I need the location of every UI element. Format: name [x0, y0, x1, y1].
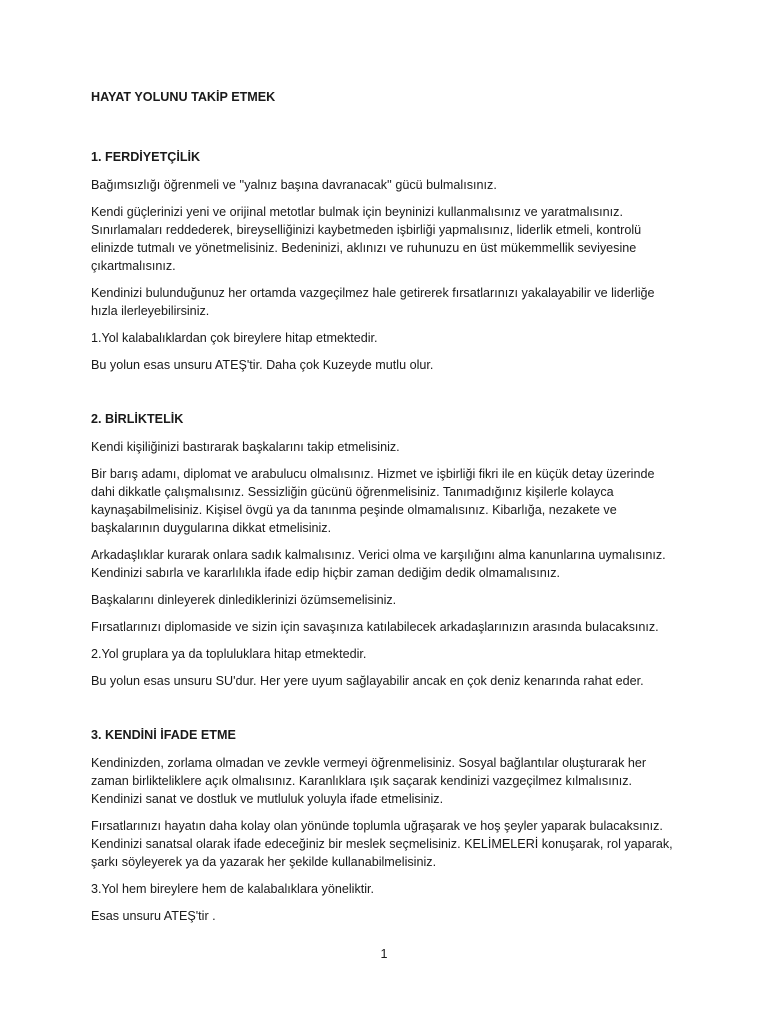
- section-heading: 2. BİRLİKTELİK: [91, 412, 184, 426]
- paragraph: 3.Yol hem bireylere hem de kalabalıklara yöneliktir.: [91, 882, 375, 896]
- paragraph: Kendinizden, zorlama olmadan ve zevkle vermeyi öğrenmelisiniz. Sosyal bağlantılar oluşturarak her zaman birlikteliklere açık olmalısınız. Karanlıklara ışık saçarak kendinizi vazgeçilmez kılmalısınız. Kendinizi sanat ve dostluk ve mutluluk yoluyla ifade etmelisiniz.: [91, 756, 647, 806]
- paragraph: Bu yolun esas unsuru SU'dur. Her yere uyum sağlayabilir ancak en çok deniz kenarında rahat eder.: [91, 674, 644, 688]
- paragraph: Esas unsuru ATEŞ'tir .: [91, 909, 216, 923]
- section-birliktelik: [91, 410, 681, 690]
- paragraph: Kendi kişiliğinizi bastırarak başkalarını takip etmelisiniz.: [91, 440, 400, 454]
- document-title: HAYAT YOLUNU TAKİP ETMEK: [91, 90, 276, 104]
- paragraph: 1.Yol kalabalıklardan çok bireylere hitap etmektedir.: [91, 331, 378, 345]
- paragraph: Başkalarını dinleyerek dinlediklerinizi özümsemelisiniz.: [91, 593, 397, 607]
- paragraph: Bir barış adamı, diplomat ve arabulucu olmalısınız. Hizmet ve işbirliği fikri ile en küçük detay üzerinde dahi dikkatle çalışmalısınız. Sessizliğin gücünü öğrenmelisiniz. Tanımadığınız kişilerle kolayca kaynaşabilmelisiniz. Kişisel övgü ya da tanınma peşinde olmamalısınız. Kibarlığa, nezakete ve başkalarının duygularına dikkat etmelisiniz.: [91, 467, 655, 535]
- paragraph: Arkadaşlıklar kurarak onlara sadık kalmalısınız. Verici olma ve karşılığını alma kanunlarına uymalısınız. Kendinizi sabırla ve kararlılıkla ifade edip hiçbir zaman dediğim dedik olmamalısınız.: [91, 548, 666, 580]
- section-ferdiyetcilik: [91, 148, 681, 374]
- paragraph: Fırsatlarınızı hayatın daha kolay olan yönünde toplumla uğraşarak ve hoş şeyler yaparak bulacaksınız. Kendinizi sanatsal olarak ifade edeceğiniz bir meslek seçmelisiniz. KELİMELERİ konuşarak, rol yaparak, şarkı söyleyerek ya da yazarak her şekilde kullanabilmelisiniz.: [91, 819, 673, 869]
- section-kendini-ifade-etme: [91, 726, 681, 925]
- paragraph: Fırsatlarınızı diplomaside ve sizin için savaşınıza katılabilecek arkadaşlarınızın arasında bulacaksınız.: [91, 620, 659, 634]
- paragraph: Kendi güçlerinizi yeni ve orijinal metotlar bulmak için beyninizi kullanmalısınız ve yaratmalısınız. Sınırlamaları reddederek, bireyselliğinizi kaybetmeden işbirliği yapmalısınız, liderlik etmeli, kontrolü elinizde tutmalı ve yönetmelisiniz. Bedeninizi, aklınızı ve ruhunuzu en üst mükemmellik seviyesine çıkartmalısınız.: [91, 205, 642, 273]
- page-number: 1: [380, 947, 388, 961]
- paragraph: Bu yolun esas unsuru ATEŞ'tir. Daha çok Kuzeyde mutlu olur.: [91, 358, 434, 372]
- paragraph: Bağımsızlığı öğrenmeli ve ''yalnız başına davranacak'' gücü bulmalısınız.: [91, 178, 497, 192]
- section-heading: 1. FERDİYETÇİLİK: [91, 150, 201, 164]
- section-heading: 3. KENDİNİ İFADE ETME: [91, 728, 236, 742]
- document-page: [91, 88, 681, 934]
- paragraph: 2.Yol gruplara ya da topluluklara hitap etmektedir.: [91, 647, 367, 661]
- paragraph: Kendinizi bulunduğunuz her ortamda vazgeçilmez hale getirerek fırsatlarınızı yakalayabilir ve liderliğe hızla ilerleyebilirsiniz.: [91, 286, 655, 318]
